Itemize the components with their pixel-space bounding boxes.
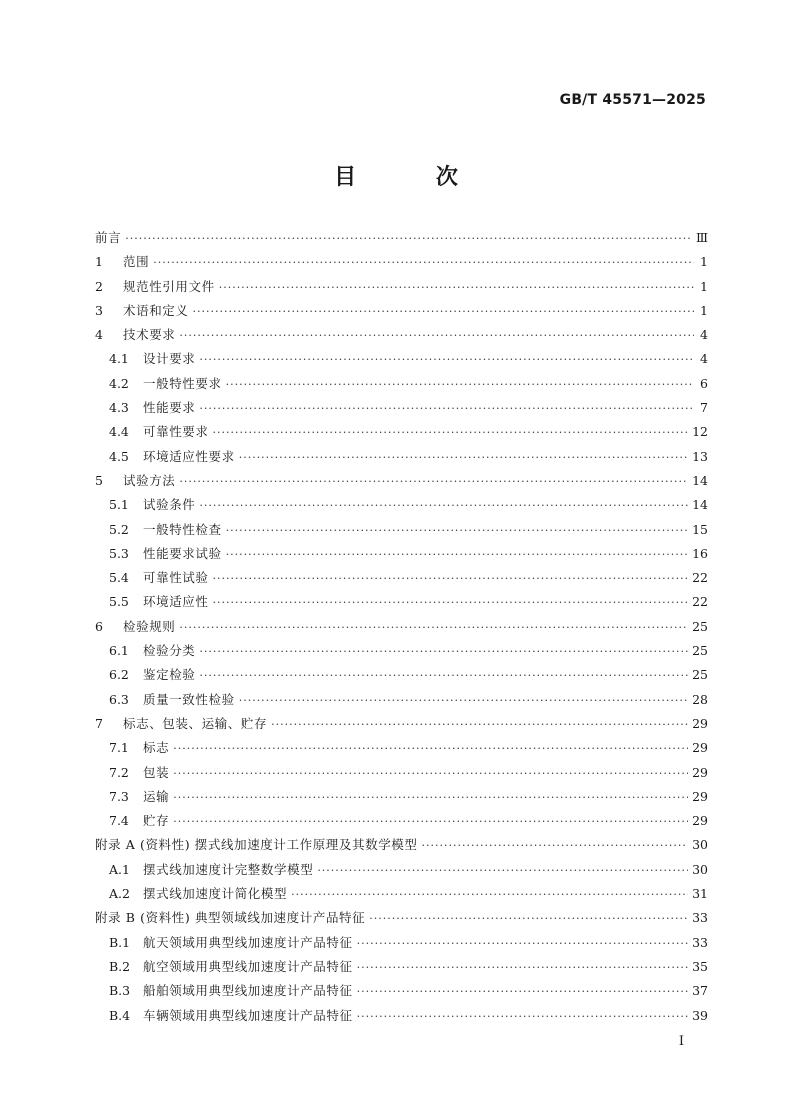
toc-entry-page: 4 xyxy=(700,351,708,367)
toc-entry[interactable] xyxy=(95,712,708,736)
toc-entry-title: 性能要求试验 xyxy=(143,545,222,561)
toc-entry[interactable] xyxy=(95,833,708,857)
toc-entry[interactable] xyxy=(95,372,708,396)
toc-entry[interactable] xyxy=(95,931,708,955)
toc-entry-page: 6 xyxy=(700,375,708,391)
toc-entry-title: 船舶领域用典型线加速度计产品特征 xyxy=(143,983,353,999)
toc-entry[interactable] xyxy=(95,858,708,882)
toc-entry-number: 5.5 xyxy=(109,594,129,610)
toc-dot-leader xyxy=(173,737,688,761)
toc-entry-number: B.4 xyxy=(109,1007,131,1023)
toc-dot-leader xyxy=(173,762,688,786)
toc-entry-page: Ⅲ xyxy=(695,230,708,245)
toc-entry-number: B.3 xyxy=(109,983,131,999)
toc-entry[interactable] xyxy=(95,445,708,469)
toc-entry-number: B.1 xyxy=(109,934,131,950)
toc-dot-leader xyxy=(291,883,688,907)
toc-entry-number: 4 xyxy=(95,327,103,343)
toc-entry-number: B.2 xyxy=(109,958,131,974)
toc-entry-page: 16 xyxy=(692,545,708,561)
toc-entry-number: 5.1 xyxy=(109,497,129,513)
toc-dot-leader xyxy=(179,324,694,348)
toc-entry-number: A.1 xyxy=(109,861,130,877)
toc-entry-title: 航天领域用典型线加速度计产品特征 xyxy=(143,934,353,950)
toc-entry-page: 25 xyxy=(692,667,708,683)
toc-dot-leader xyxy=(179,470,688,494)
toc-entry-title: 航空领域用典型线加速度计产品特征 xyxy=(143,958,353,974)
toc-entry-number: 7.2 xyxy=(109,764,129,780)
toc-dot-leader xyxy=(199,640,688,664)
toc-entry-page: 33 xyxy=(692,910,708,926)
table-of-contents xyxy=(95,226,708,1028)
toc-dot-leader xyxy=(357,980,688,1004)
toc-entry-title: 术语和定义 xyxy=(123,302,189,318)
document-code: GB/T 45571—2025 xyxy=(559,92,706,108)
toc-entry-page: 22 xyxy=(692,594,708,610)
toc-entry[interactable] xyxy=(95,299,708,323)
toc-entry[interactable] xyxy=(95,347,708,371)
toc-entry[interactable] xyxy=(95,542,708,566)
toc-entry-title: 技术要求 xyxy=(123,327,176,343)
toc-dot-leader xyxy=(226,519,688,543)
toc-entry-page: 29 xyxy=(692,788,708,804)
toc-entry-title: 一般特性要求 xyxy=(143,375,222,391)
toc-entry-page: 7 xyxy=(700,400,708,416)
toc-entry-page: 39 xyxy=(692,1007,708,1023)
toc-entry-title: 规范性引用文件 xyxy=(123,278,215,294)
toc-entry-title: 可靠性试验 xyxy=(143,570,209,586)
toc-entry-number: 6 xyxy=(95,618,103,634)
toc-entry-number: 5.4 xyxy=(109,570,129,586)
toc-entry-page: 29 xyxy=(692,764,708,780)
toc-entry[interactable] xyxy=(95,955,708,979)
toc-entry-page: 29 xyxy=(692,813,708,829)
toc-entry-page: 30 xyxy=(692,861,708,877)
toc-entry[interactable] xyxy=(95,882,708,906)
toc-entry-title: 摆式线加速度计简化模型 xyxy=(143,886,288,902)
toc-entry[interactable] xyxy=(95,469,708,493)
toc-dot-leader xyxy=(357,956,688,980)
toc-entry-title: 性能要求 xyxy=(143,400,196,416)
toc-entry-page: 25 xyxy=(692,643,708,659)
toc-dot-leader xyxy=(357,1005,688,1029)
toc-dot-leader xyxy=(271,713,688,737)
toc-entry[interactable] xyxy=(95,275,708,299)
toc-entry-title: 试验条件 xyxy=(143,497,196,513)
toc-entry[interactable] xyxy=(95,1004,708,1028)
toc-entry-number: 6.1 xyxy=(109,643,129,659)
toc-dot-leader xyxy=(199,397,694,421)
toc-dot-leader xyxy=(199,664,688,688)
toc-entry[interactable] xyxy=(95,639,708,663)
toc-entry-page: 29 xyxy=(692,715,708,731)
toc-entry-number: 4.3 xyxy=(109,400,129,416)
toc-entry-page: 35 xyxy=(692,958,708,974)
toc-entry-number: 7.4 xyxy=(109,813,129,829)
toc-dot-leader xyxy=(199,494,688,518)
toc-entry-page: 31 xyxy=(692,886,708,902)
toc-entry[interactable] xyxy=(95,590,708,614)
toc-entry-number: 4.4 xyxy=(109,424,129,440)
toc-dot-leader xyxy=(213,591,689,615)
toc-entry-title: 鉴定检验 xyxy=(143,667,196,683)
toc-entry-page: 29 xyxy=(692,740,708,756)
toc-entry-number: 5 xyxy=(95,472,103,488)
toc-entry-title: 标志 xyxy=(143,740,170,756)
toc-entry-number: 6.2 xyxy=(109,667,129,683)
toc-entry[interactable] xyxy=(95,785,708,809)
page-title: 目 次 xyxy=(334,165,494,190)
toc-dot-leader xyxy=(219,276,694,300)
toc-entry-title: 标志、包装、运输、贮存 xyxy=(123,715,268,731)
toc-entry-page: 22 xyxy=(692,570,708,586)
toc-dot-leader xyxy=(213,567,689,591)
toc-entry-title: 运输 xyxy=(143,788,170,804)
toc-entry-page: 13 xyxy=(692,448,708,464)
toc-dot-leader xyxy=(153,251,694,275)
toc-dot-leader xyxy=(239,446,688,470)
toc-entry-title: 附录 A (资料性) 摆式线加速度计工作原理及其数学模型 xyxy=(95,837,418,853)
toc-dot-leader xyxy=(173,810,688,834)
toc-entry-title: 试验方法 xyxy=(123,472,176,488)
toc-dot-leader xyxy=(199,348,694,372)
toc-dot-leader xyxy=(317,859,688,883)
toc-entry-number: 6.3 xyxy=(109,691,129,707)
toc-entry-number: 2 xyxy=(95,278,103,294)
toc-entry-title: 可靠性要求 xyxy=(143,424,209,440)
toc-entry-page: 1 xyxy=(700,278,708,294)
toc-entry-page: 1 xyxy=(700,302,708,318)
toc-entry[interactable] xyxy=(95,493,708,517)
toc-dot-leader xyxy=(369,907,688,931)
toc-entry-page: 28 xyxy=(692,691,708,707)
toc-entry[interactable] xyxy=(95,566,708,590)
toc-entry-number: 1 xyxy=(95,254,103,270)
toc-dot-leader xyxy=(213,421,689,445)
toc-entry-title: 环境适应性 xyxy=(143,594,209,610)
toc-entry-title: 范围 xyxy=(123,254,150,270)
toc-dot-leader xyxy=(125,227,692,251)
toc-entry[interactable] xyxy=(95,736,708,760)
toc-entry-page: 25 xyxy=(692,618,708,634)
toc-entry-number: 5.3 xyxy=(109,545,129,561)
toc-entry-page: 15 xyxy=(692,521,708,537)
toc-entry[interactable] xyxy=(95,396,708,420)
toc-entry-page: 1 xyxy=(700,254,708,270)
toc-entry-number: 3 xyxy=(95,302,103,318)
toc-entry-page: 12 xyxy=(692,424,708,440)
toc-dot-leader xyxy=(357,932,688,956)
toc-entry[interactable] xyxy=(95,226,708,250)
toc-entry-title: 包装 xyxy=(143,764,170,780)
toc-entry[interactable] xyxy=(95,663,708,687)
toc-entry[interactable] xyxy=(95,761,708,785)
toc-dot-leader xyxy=(179,616,688,640)
toc-entry-title: 摆式线加速度计完整数学模型 xyxy=(143,861,314,877)
toc-dot-leader xyxy=(226,373,694,397)
toc-entry-number: 4.1 xyxy=(109,351,129,367)
toc-entry-number: 7.1 xyxy=(109,740,129,756)
toc-entry-title: 环境适应性要求 xyxy=(143,448,235,464)
toc-entry[interactable] xyxy=(95,809,708,833)
toc-entry-page: 33 xyxy=(692,934,708,950)
toc-dot-leader xyxy=(173,786,688,810)
toc-entry-title: 附录 B (资料性) 典型领域线加速度计产品特征 xyxy=(95,910,366,926)
toc-entry-number: 7.3 xyxy=(109,788,129,804)
toc-entry[interactable] xyxy=(95,906,708,930)
toc-entry-page: 30 xyxy=(692,837,708,853)
toc-dot-leader xyxy=(226,543,688,567)
toc-entry-title: 质量一致性检验 xyxy=(143,691,235,707)
toc-entry[interactable] xyxy=(95,615,708,639)
toc-entry-page: 4 xyxy=(700,327,708,343)
toc-entry-number: 4.5 xyxy=(109,448,129,464)
page-number: I xyxy=(678,1034,684,1049)
toc-entry-number: 4.2 xyxy=(109,375,129,391)
toc-entry-page: 37 xyxy=(692,983,708,999)
toc-entry-number: 7 xyxy=(95,715,103,731)
toc-dot-leader xyxy=(239,689,688,713)
toc-entry[interactable] xyxy=(95,979,708,1003)
toc-entry-page: 14 xyxy=(692,497,708,513)
toc-entry-number: A.2 xyxy=(109,886,130,902)
toc-entry-title: 前言 xyxy=(95,230,122,245)
toc-entry[interactable] xyxy=(95,518,708,542)
toc-entry[interactable] xyxy=(95,323,708,347)
toc-entry-title: 检验规则 xyxy=(123,618,176,634)
toc-entry-title: 设计要求 xyxy=(143,351,196,367)
toc-dot-leader xyxy=(193,300,694,324)
toc-entry-title: 检验分类 xyxy=(143,643,196,659)
toc-entry-title: 贮存 xyxy=(143,813,170,829)
toc-entry-page: 14 xyxy=(692,472,708,488)
toc-entry[interactable] xyxy=(95,250,708,274)
toc-entry-title: 一般特性检查 xyxy=(143,521,222,537)
toc-dot-leader xyxy=(422,834,689,858)
toc-entry-title: 车辆领域用典型线加速度计产品特征 xyxy=(143,1007,353,1023)
toc-entry-number: 5.2 xyxy=(109,521,129,537)
toc-entry[interactable] xyxy=(95,688,708,712)
toc-entry[interactable] xyxy=(95,420,708,444)
